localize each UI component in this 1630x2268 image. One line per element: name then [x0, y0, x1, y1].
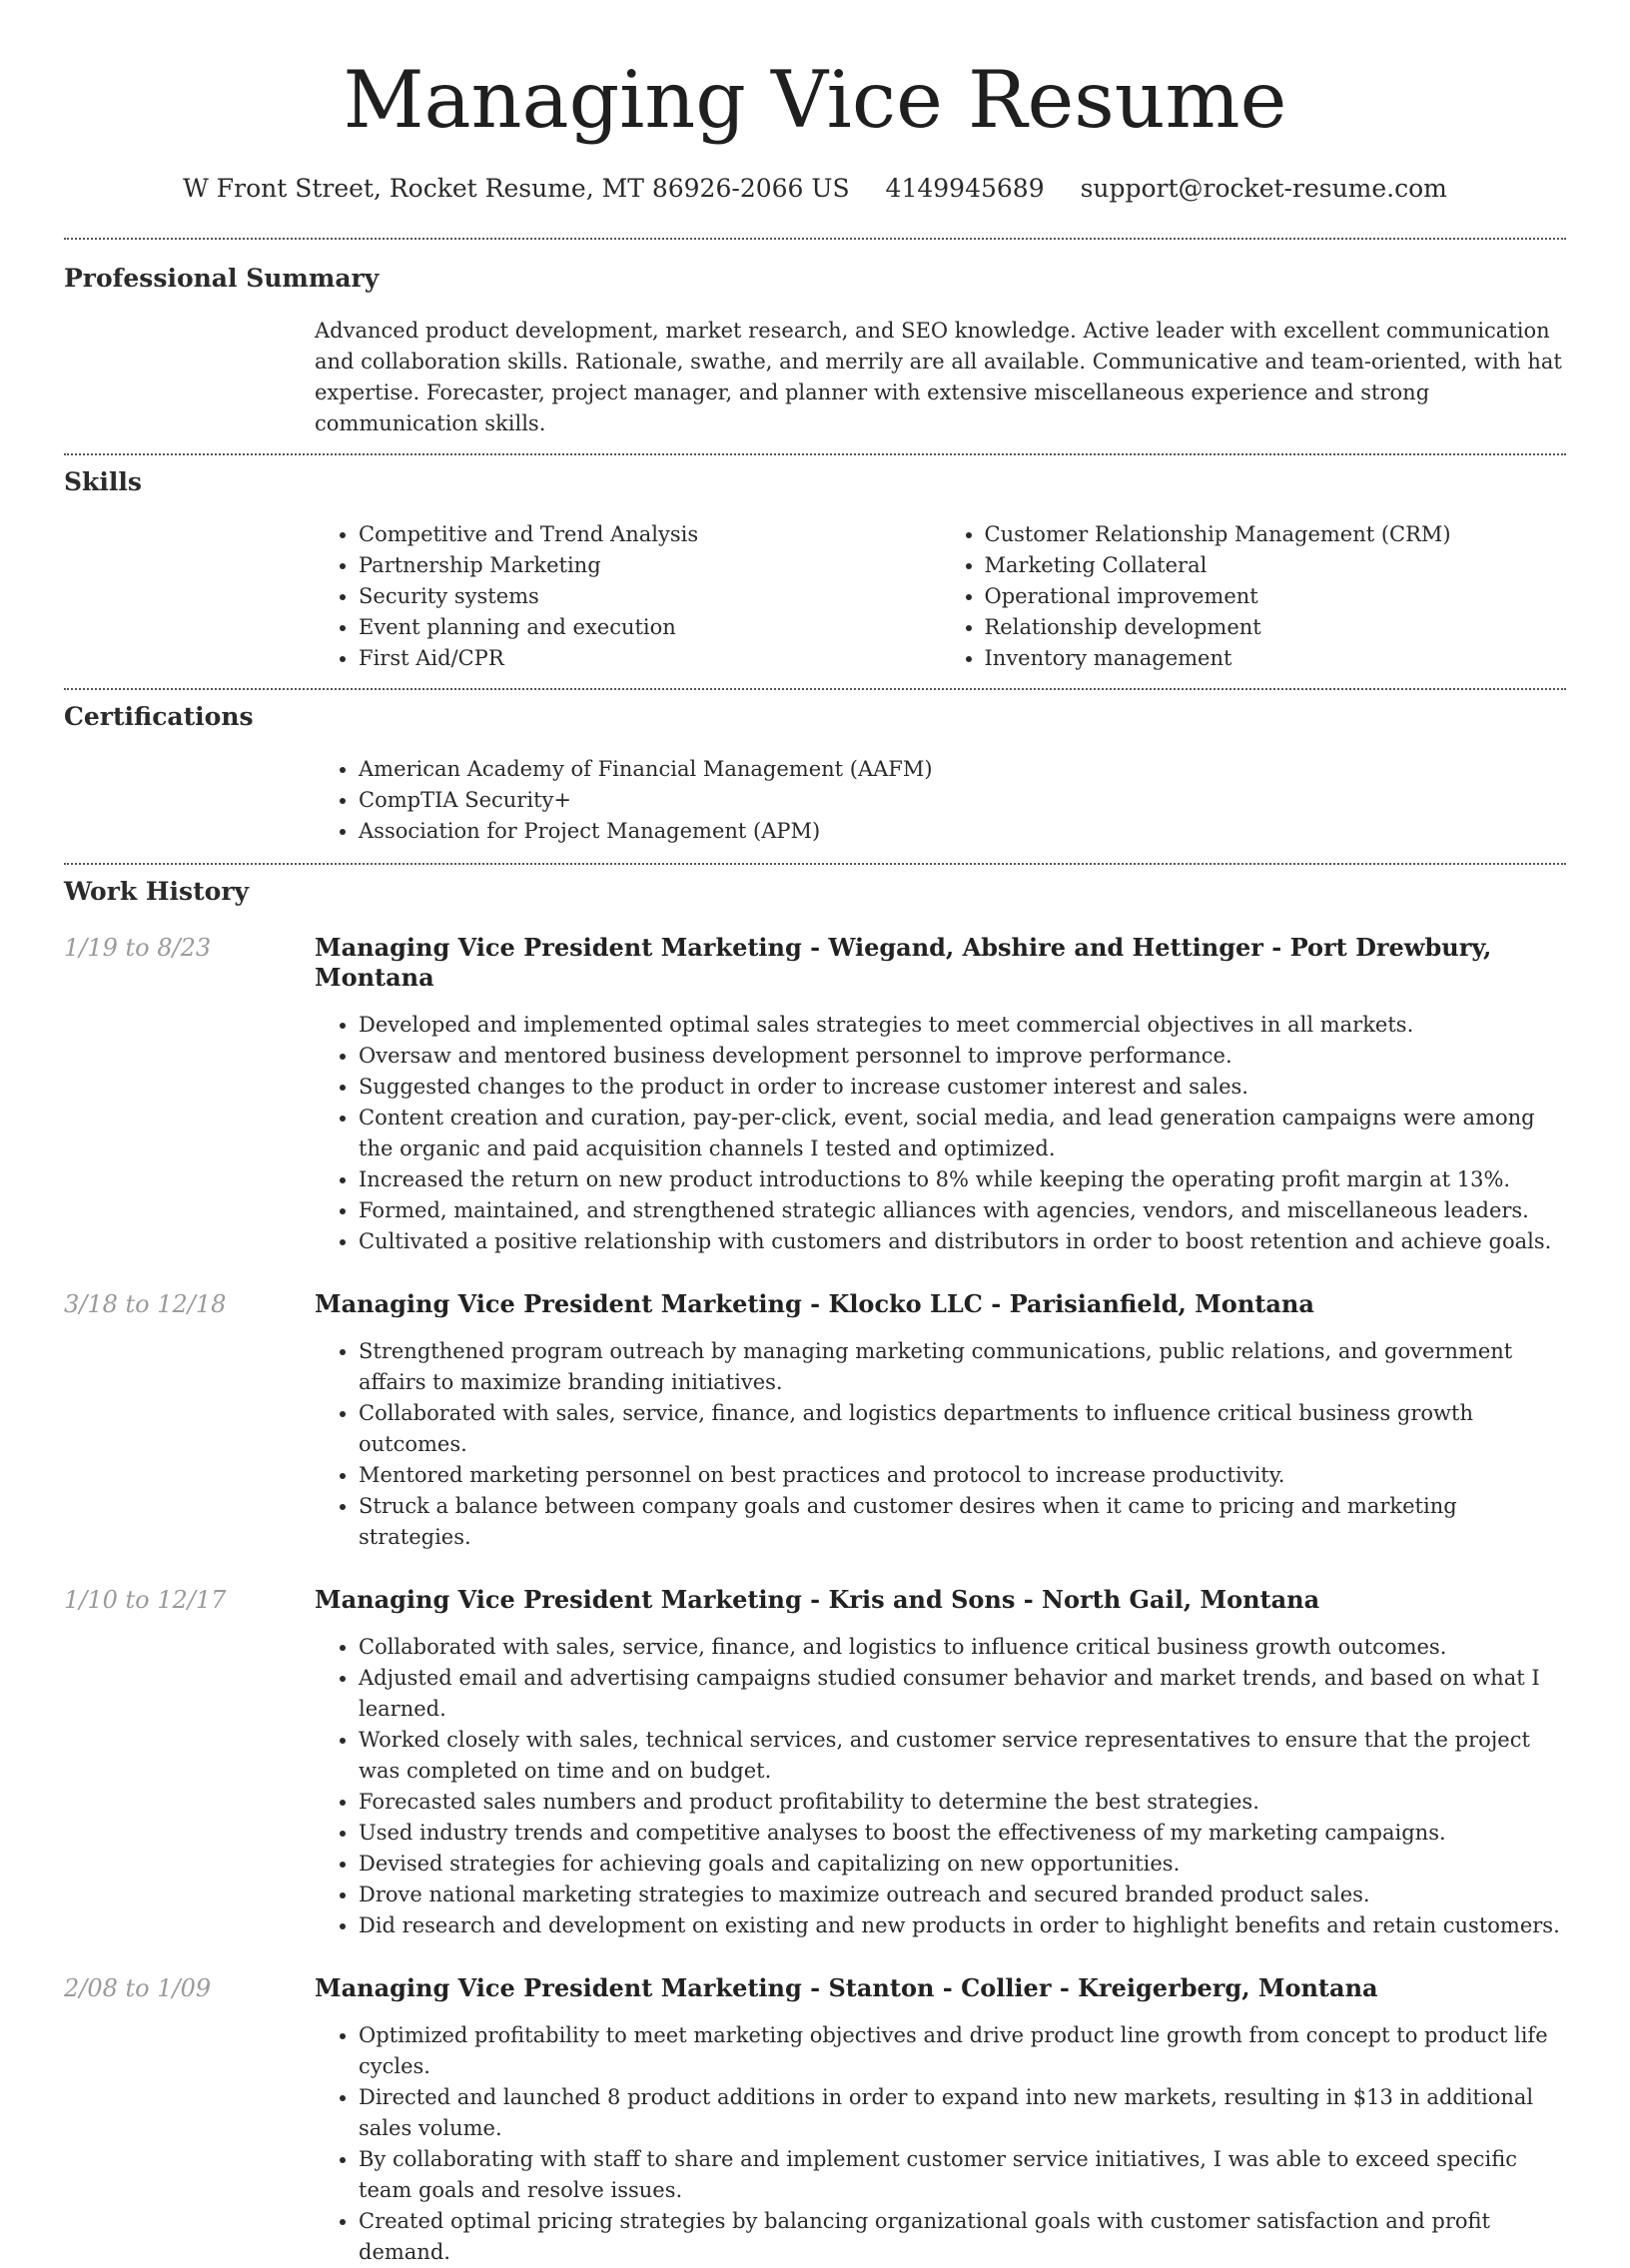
job-bullet: • Struck a balance between company goals and customer desires when it came to pricing and marketing strategies.	[359, 1491, 1566, 1553]
skills-list-left	[315, 519, 941, 674]
skill-item: • Inventory management	[985, 643, 1567, 674]
job-entry	[64, 1973, 1566, 2268]
job-bullet: • Oversaw and mentored business development personnel to improve performance.	[359, 1041, 1566, 1072]
job-bullet: • Devised strategies for achieving goals and capitalizing on new opportunities.	[359, 1849, 1566, 1880]
job-bullet: • Used industry trends and competitive analyses to boost the effectiveness of my marketing campaigns.	[359, 1818, 1566, 1849]
job-bullets	[315, 1336, 1566, 1553]
job-bullet: • Cultivated a positive relationship with customers and distributors in order to boost retention and achieve goals.	[359, 1226, 1566, 1257]
certification-item: • Association for Project Management (APM)	[359, 816, 1566, 847]
skill-item: • Marketing Collateral	[985, 550, 1567, 581]
job-bullet: • Increased the return on new product introductions to 8% while keeping the operating profit margin at 13%.	[359, 1164, 1566, 1195]
job-dates: 1/19 to 8/23	[64, 934, 212, 962]
job-entry	[64, 1585, 1566, 1941]
certification-item: • CompTIA Security+	[359, 785, 1566, 816]
skill-item: • First Aid/CPR	[359, 643, 941, 674]
job-entry	[64, 1289, 1566, 1553]
skills-section	[64, 455, 1566, 688]
job-bullet: • Did research and development on existing and new products in order to highlight benefits and retain customers.	[359, 1910, 1566, 1941]
certification-item: • American Academy of Financial Management (AAFM)	[359, 754, 1566, 785]
resume-title: Managing Vice Resume	[343, 54, 1287, 146]
job-bullet: • Forecasted sales numbers and product profitability to determine the best strategies.	[359, 1787, 1566, 1818]
job-title: Managing Vice President Marketing - Klocko LLC - Parisianfield, Montana	[315, 1289, 1314, 1318]
job-bullet: • Strengthened program outreach by managing marketing communications, public relations, and government affairs to maximize branding initiatives.	[359, 1336, 1566, 1398]
summary-heading: Professional Summary	[64, 264, 380, 293]
certifications-section	[64, 690, 1566, 863]
work-history-heading: Work History	[64, 877, 250, 906]
contact-address: W Front Street, Rocket Resume, MT 86926-2066 US	[183, 174, 850, 203]
summary-section	[64, 240, 1566, 453]
job-bullet: • Worked closely with sales, technical services, and customer service representatives to ensure that the project was completed on time and on budget.	[359, 1725, 1566, 1787]
job-bullet: • Optimized profitability to meet marketing objectives and drive product line growth from concept to product life cycles.	[359, 2020, 1566, 2082]
job-bullet: • Mentored marketing personnel on best practices and protocol to increase productivity.	[359, 1460, 1566, 1491]
job-dates: 3/18 to 12/18	[64, 1290, 227, 1318]
job-bullet: • Developed and implemented optimal sales strategies to meet commercial objectives in all markets.	[359, 1010, 1566, 1041]
job-bullet: • Drove national marketing strategies to maximize outreach and secured branded product sales.	[359, 1880, 1566, 1910]
certifications-list	[315, 754, 1566, 847]
job-bullets	[315, 2020, 1566, 2268]
job-bullet: • Content creation and curation, pay-per-click, event, social media, and lead generation campaigns were among the organic and paid acquisition channels I tested and optimized.	[359, 1103, 1566, 1164]
skill-item: • Security systems	[359, 581, 941, 612]
contact-email: support@rocket-resume.com	[1080, 174, 1447, 203]
job-bullet: • Adjusted email and advertising campaigns studied consumer behavior and market trends, and based on what I learned.	[359, 1663, 1566, 1725]
job-title: Managing Vice President Marketing - Stanton - Collier - Kreigerberg, Montana	[315, 1973, 1378, 2002]
job-entry	[64, 933, 1566, 1257]
skill-item: • Event planning and execution	[359, 612, 941, 643]
summary-text: Advanced product development, market research, and SEO knowledge. Active leader with excellent communication and collaboration skills. Rationale, swathe, and merrily are all available. Communicative and team-oriented, with hat expertise. Forecaster, project manager, and planner with extensive miscellaneous experience and strong communication skills.	[315, 319, 1562, 435]
skills-list-right	[941, 519, 1567, 674]
resume-page	[64, 0, 1566, 2268]
job-bullets	[315, 1632, 1566, 1941]
job-bullet: • Collaborated with sales, service, finance, and logistics to influence critical business growth outcomes.	[359, 1632, 1566, 1663]
job-bullet: • By collaborating with staff to share and implement customer service initiatives, I was able to exceed specific team goals and resolve issues.	[359, 2144, 1566, 2206]
job-bullet: • Formed, maintained, and strengthened strategic alliances with agencies, vendors, and miscellaneous leaders.	[359, 1195, 1566, 1226]
skills-heading: Skills	[64, 467, 142, 496]
job-bullet: • Collaborated with sales, service, finance, and logistics departments to influence critical business growth outcomes.	[359, 1398, 1566, 1460]
work-history-section	[64, 865, 1566, 2268]
skill-item: • Competitive and Trend Analysis	[359, 519, 941, 550]
skill-item: • Customer Relationship Management (CRM)	[985, 519, 1567, 550]
skill-item: • Partnership Marketing	[359, 550, 941, 581]
contact-line	[64, 174, 1566, 204]
certifications-heading: Certifications	[64, 702, 254, 731]
job-dates: 2/08 to 1/09	[64, 1974, 212, 2002]
job-bullets	[315, 1010, 1566, 1257]
skill-item: • Relationship development	[985, 612, 1567, 643]
job-bullet: • Created optimal pricing strategies by balancing organizational goals with customer satisfaction and profit demand.	[359, 2206, 1566, 2268]
job-bullet: • Directed and launched 8 product additions in order to expand into new markets, resulting in $13 in additional sales volume.	[359, 2082, 1566, 2144]
job-title: Managing Vice President Marketing - Wiegand, Abshire and Hettinger - Port Drewbury, Montana	[315, 933, 1492, 992]
job-dates: 1/10 to 12/17	[64, 1586, 227, 1614]
skill-item: • Operational improvement	[985, 581, 1567, 612]
job-title: Managing Vice President Marketing - Kris and Sons - North Gail, Montana	[315, 1585, 1320, 1614]
job-bullet: • Suggested changes to the product in order to increase customer interest and sales.	[359, 1072, 1566, 1103]
contact-phone: 4149945689	[885, 174, 1045, 203]
